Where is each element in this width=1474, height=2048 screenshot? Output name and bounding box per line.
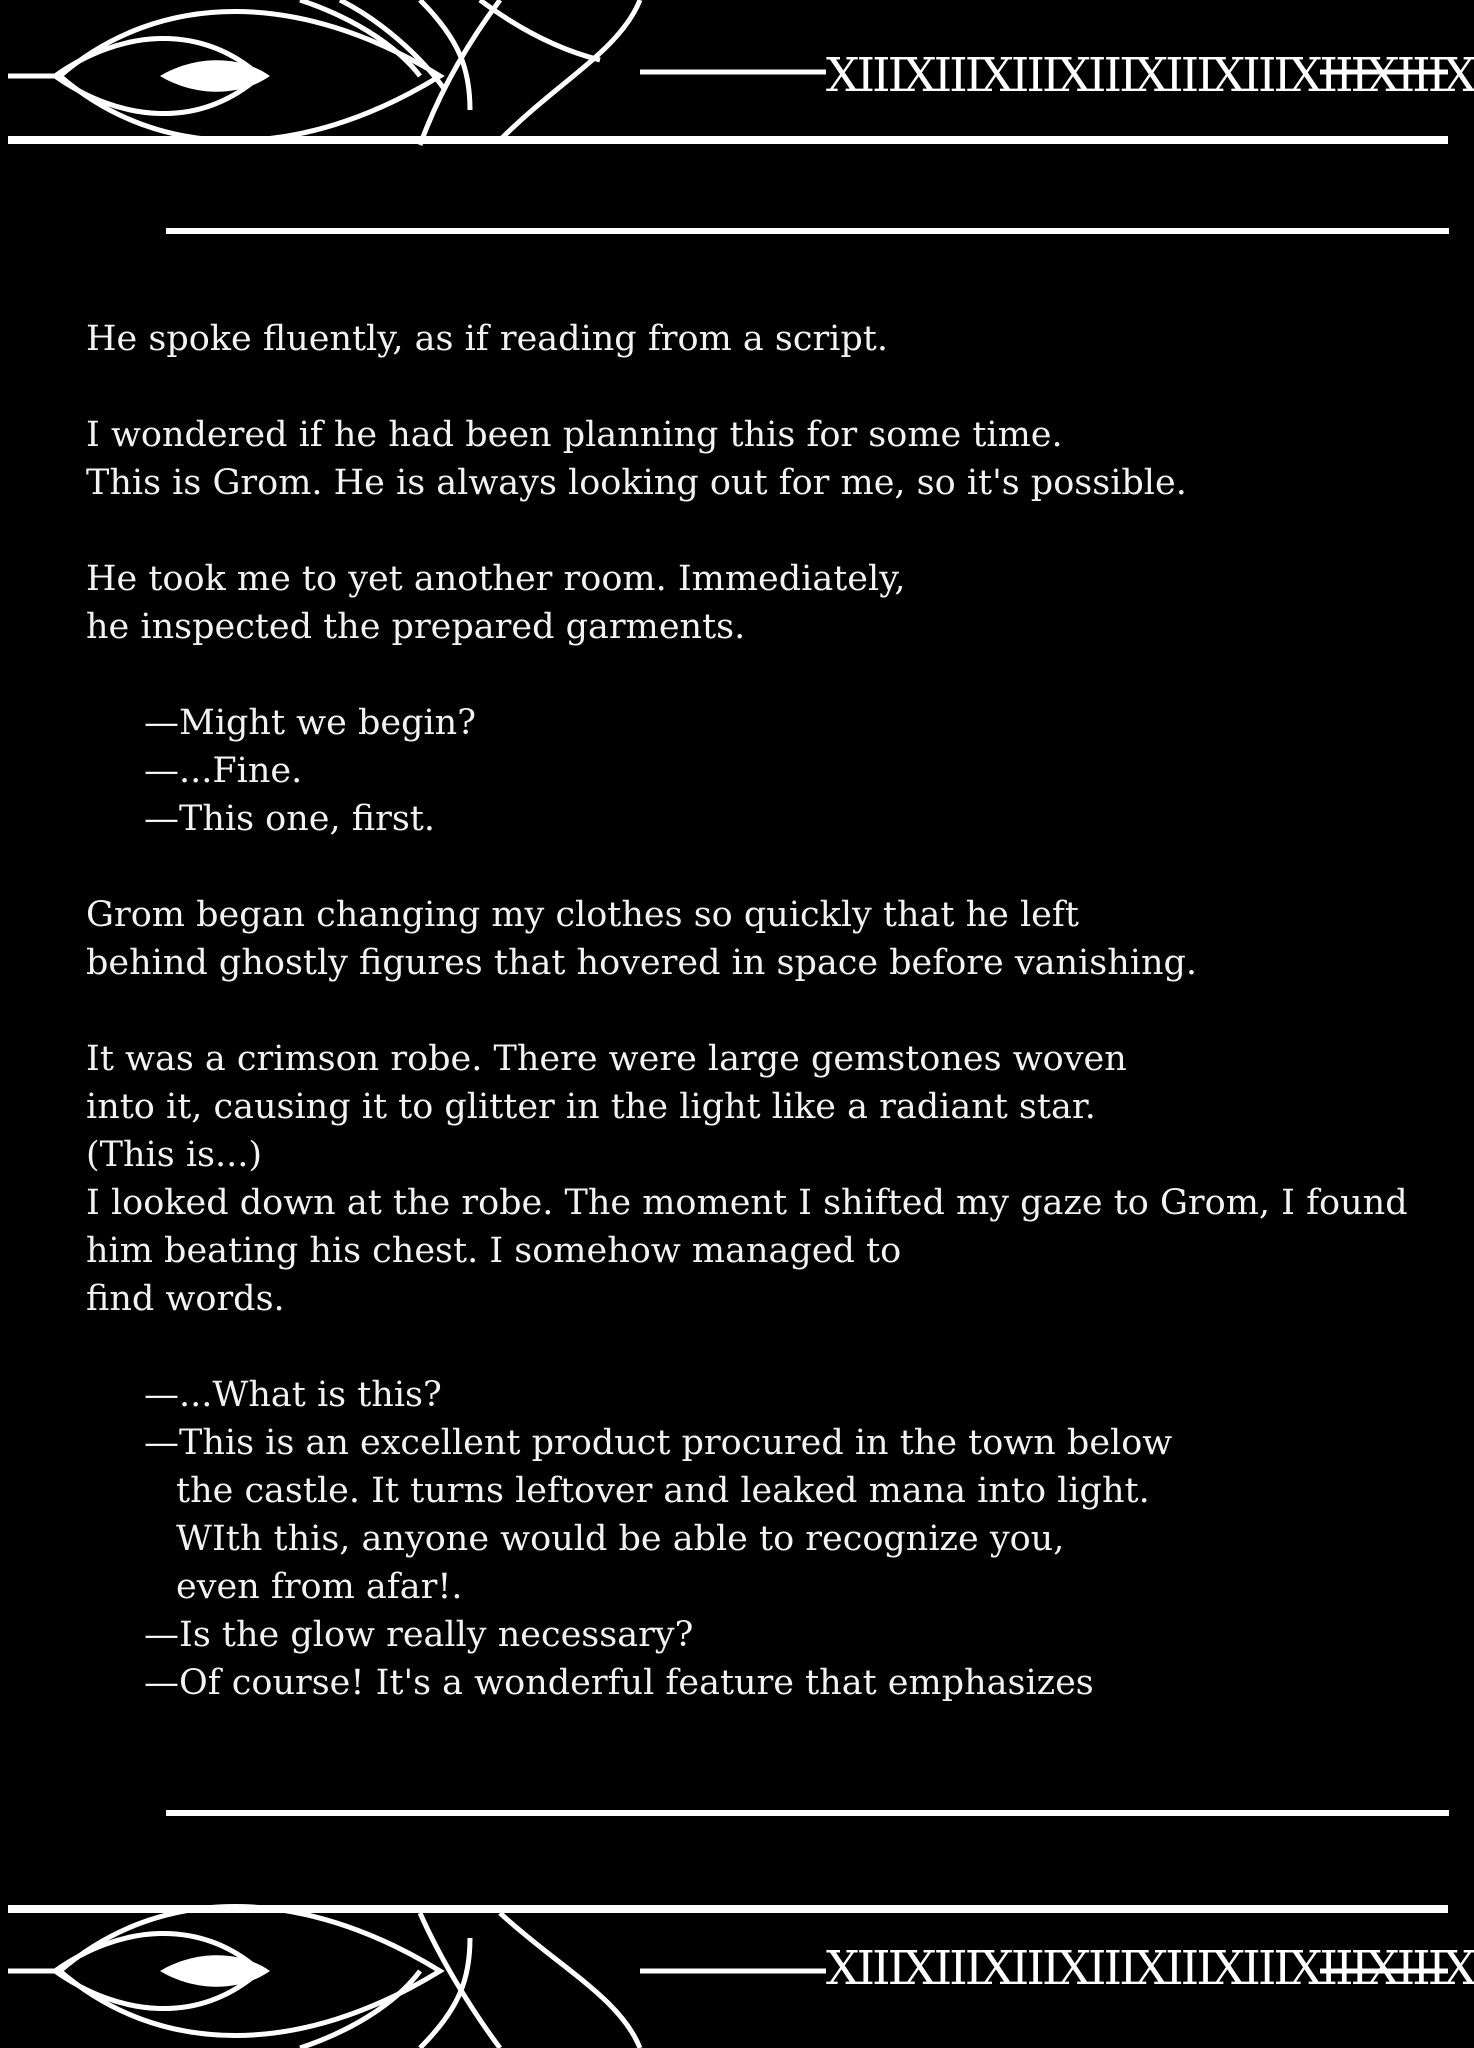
dialogue-block [86,699,1376,843]
divider-line [166,228,1449,234]
story-text [86,315,1408,1707]
paragraph [86,891,1376,987]
text-line: behind ghostly figures that hovered in space before vanishing. [86,943,1198,983]
header-ornament [0,0,1474,145]
dialogue-line: —This one, first. [144,799,435,839]
text-line: into it, causing it to glitter in the light like a radiant star. [86,1087,1096,1127]
dialogue-line: —Is the glow really necessary? [144,1615,694,1655]
footer-ornament [0,1895,1474,2040]
paragraph [86,555,1376,651]
divider-line [166,1810,1449,1816]
text-line: I looked down at the robe. The moment I shifted my gaze to Grom, I found [86,1183,1408,1223]
dialogue-block [86,1371,1376,1707]
paragraph [86,411,1376,507]
text-line: Grom began changing my clothes so quickly that he left [86,895,1079,935]
text-line: This is Grom. He is always looking out for me, so it's possible. [86,463,1187,503]
paragraph [86,1035,1408,1323]
text-line: I wondered if he had been planning this for some time. [86,415,1063,455]
text-line: he inspected the prepared garments. [86,607,746,647]
dialogue-line: —Might we begin? [144,703,476,743]
text-line: (This is...) [86,1135,263,1175]
dialogue-line: —This is an excellent product procured in the town below [144,1423,1173,1463]
text-line: It was a crimson robe. There were large gemstones woven [86,1039,1127,1079]
dialogue-line: —...What is this? [144,1375,442,1415]
text-line: He took me to yet another room. Immediately, [86,559,906,599]
dialogue-line: —Of course! It's a wonderful feature that emphasizes [144,1663,1094,1703]
text-line: He spoke fluently, as if reading from a script. [86,319,888,359]
roman-numeral-band: XIIIXIIIXIIIXIIIXIIIXIIIXIIIXIIIX [826,1941,1474,1996]
text-line: find words. [86,1279,285,1319]
dialogue-line: —...Fine. [144,751,303,791]
dialogue-line: the castle. It turns leftover and leaked mana into light. [176,1471,1150,1511]
paragraph [86,315,1376,363]
dialogue-line: WIth this, anyone would be able to recognize you, [176,1519,1065,1559]
dialogue-line: even from afar!. [176,1567,463,1607]
roman-numeral-band: XIIIXIIIXIIIXIIIXIIIXIIIXIIIXIIIX [826,48,1474,103]
text-line: him beating his chest. I somehow managed to [86,1231,902,1271]
